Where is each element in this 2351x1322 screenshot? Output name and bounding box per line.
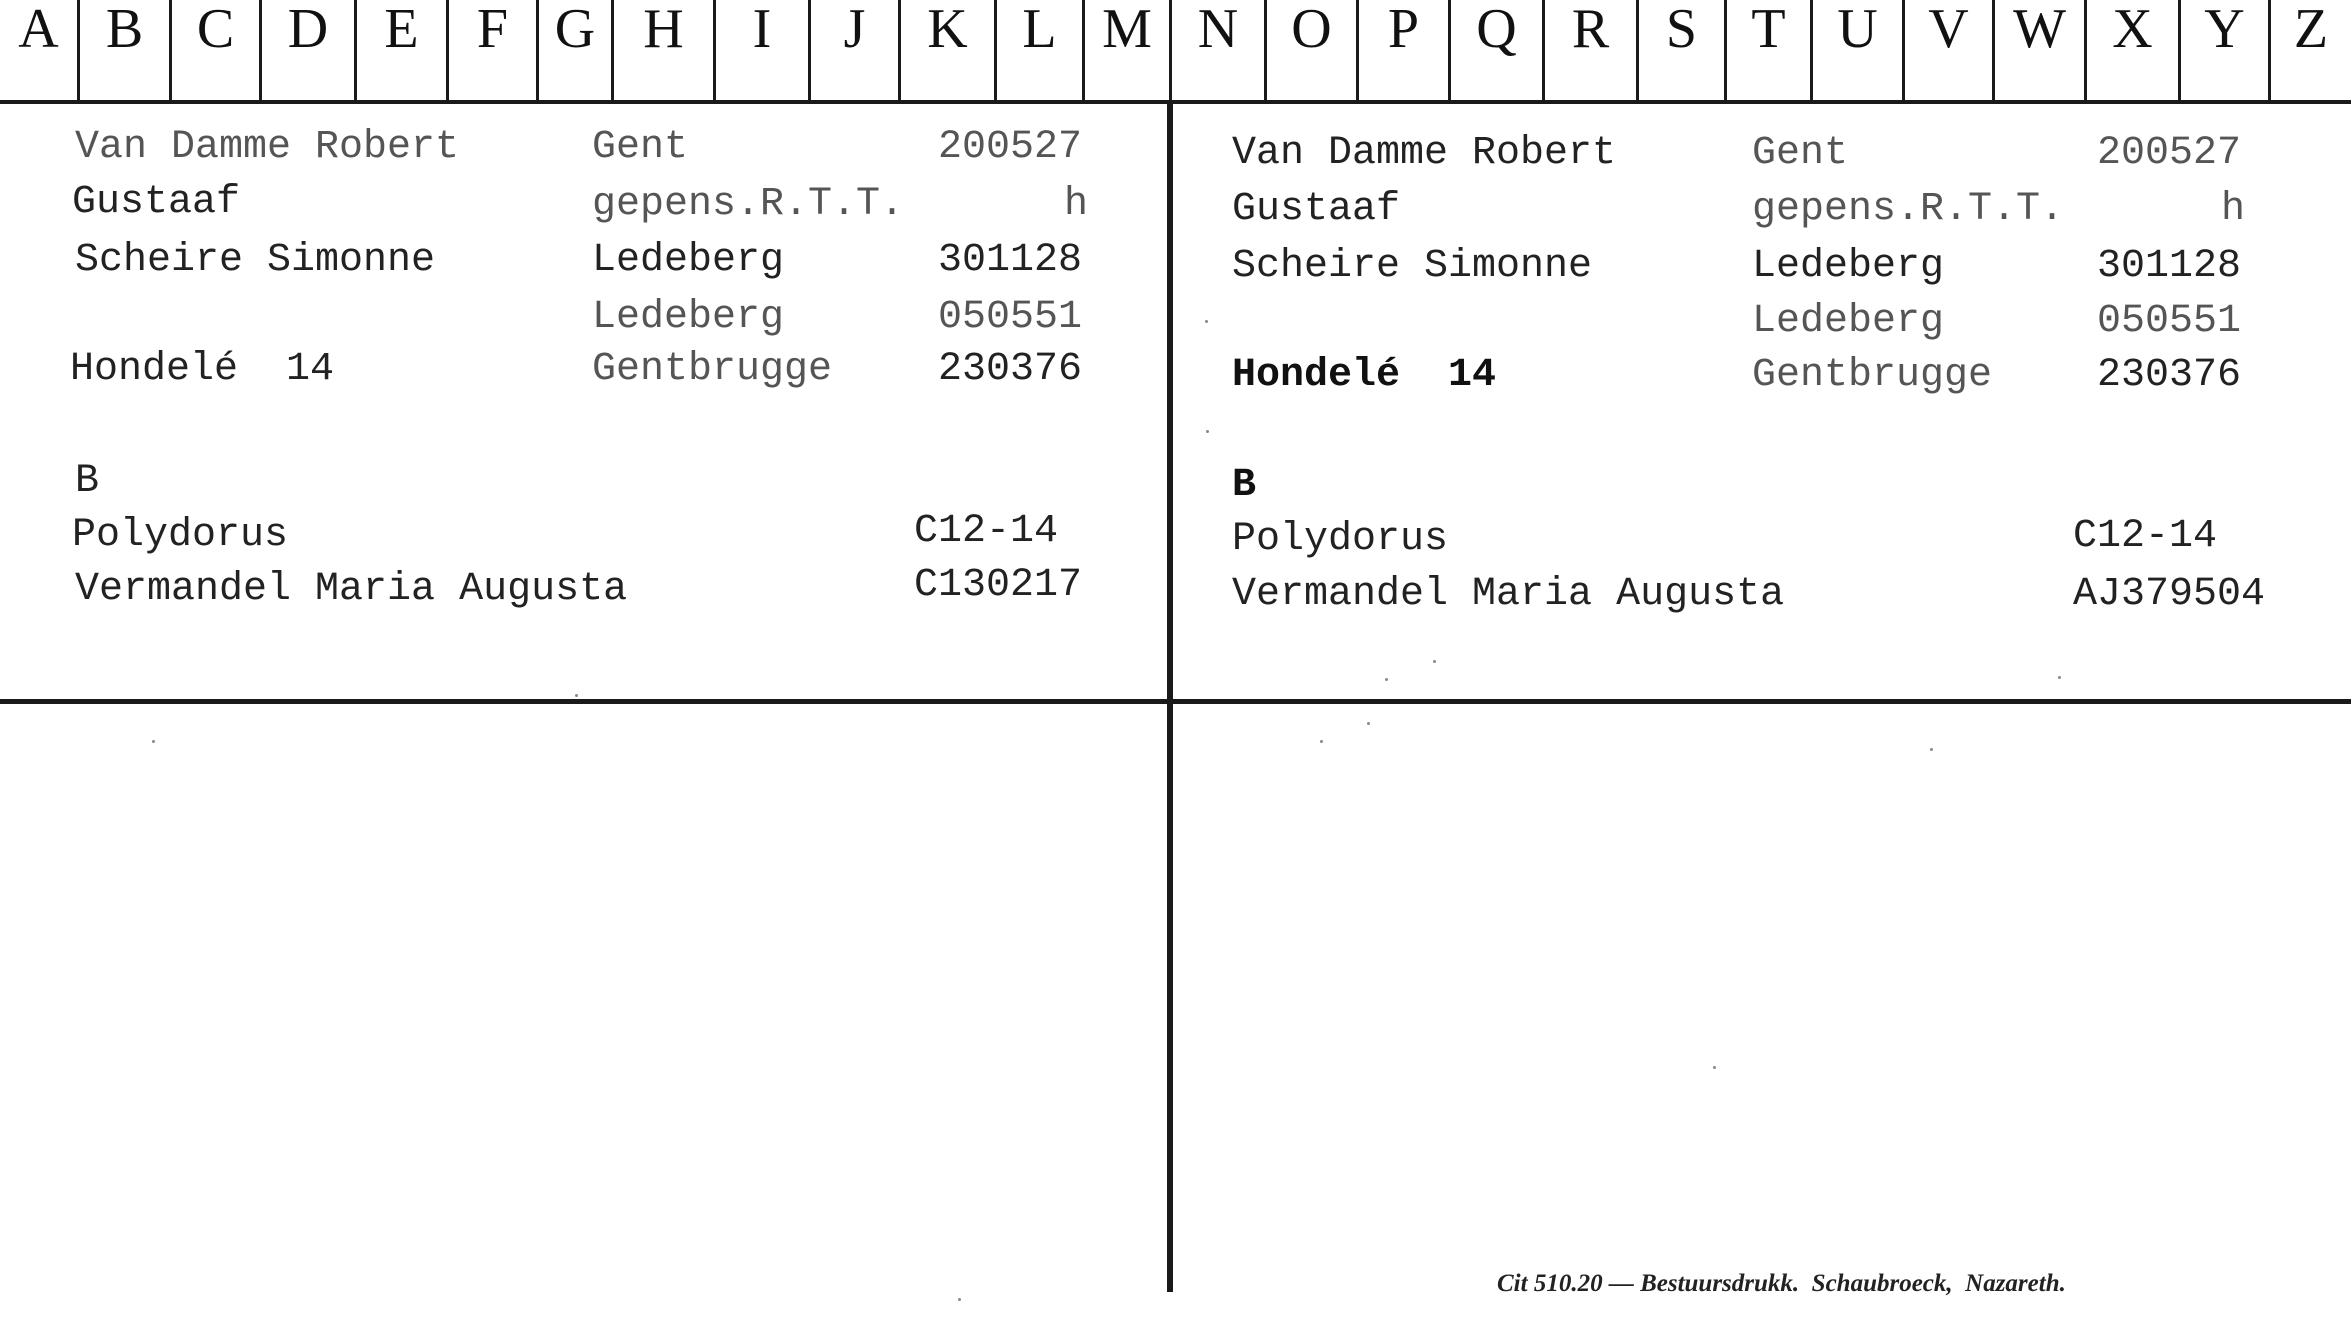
scan-speck [2058,676,2061,679]
left-record-card [0,0,1167,700]
left-spouse: Scheire Simonne [75,238,436,283]
left-place3: Ledeberg [592,295,785,340]
right-name-line1: Van Damme Robert [1232,131,1617,176]
right-firstname: Polydorus [1232,517,1449,562]
right-date2: 301128 [2097,244,2242,289]
left-date1: 200527 [938,125,1083,170]
right-marker: h [2221,187,2246,232]
right-occupation: gepens.R.T.T. [1752,187,2065,232]
alpha-tab-i: I [716,0,811,100]
alpha-tab-o: O [1267,0,1359,100]
scan-speck [575,694,578,697]
alpha-tab-t: T [1727,0,1813,100]
alpha-tab-e: E [357,0,449,100]
left-place1: Gent [592,125,689,170]
printer-imprint: Cit 510.20 — Bestuursdrukk. Schaubroeck, Nazareth. [1497,1270,2066,1297]
scan-speck [152,740,155,743]
scan-speck [1930,748,1933,751]
alpha-tab-w: W [1995,0,2087,100]
alpha-tab-h: H [614,0,716,100]
left-letter: B [75,459,100,504]
alpha-tab-l: L [997,0,1085,100]
left-address: Hondelé 14 [70,347,335,392]
alpha-tab-p: P [1359,0,1451,100]
alpha-tab-n: N [1172,0,1267,100]
right-name-line2: Gustaaf [1232,187,1401,232]
left-date2: 301128 [938,238,1083,283]
alpha-tab-g: G [539,0,614,100]
alpha-tab-x: X [2087,0,2181,100]
alpha-tab-u: U [1813,0,1905,100]
scan-speck [958,1298,961,1301]
right-code2: AJ379504 [2073,572,2266,617]
right-place4: Gentbrugge [1752,353,1993,398]
alpha-tab-v: V [1905,0,1995,100]
alpha-tab-b: B [80,0,172,100]
right-letter: B [1232,463,1257,508]
alpha-tab-f: F [449,0,539,100]
scan-speck [1367,722,1370,725]
right-spouse: Scheire Simonne [1232,244,1593,289]
left-marker: h [1064,182,1089,227]
alpha-tab-q: Q [1451,0,1545,100]
left-name-line1: Van Damme Robert [75,125,460,170]
right-place2: Ledeberg [1752,244,1945,289]
left-place4: Gentbrugge [592,347,833,392]
right-date4: 230376 [2097,353,2242,398]
right-date1: 200527 [2097,131,2242,176]
right-address: Hondelé 14 [1232,353,1497,398]
alpha-tab-s: S [1639,0,1727,100]
left-place2: Ledeberg [592,238,785,283]
scan-speck [1205,320,1208,323]
right-place1: Gent [1752,131,1849,176]
left-date4: 230376 [938,347,1083,392]
left-name-line2: Gustaaf [72,180,241,225]
scan-speck [1206,430,1209,433]
alpha-tab-z: Z [2293,0,2329,60]
right-mother: Vermandel Maria Augusta [1232,572,1785,617]
alpha-tab-r: R [1545,0,1639,100]
right-date3: 050551 [2097,299,2242,344]
left-mother: Vermandel Maria Augusta [75,567,628,612]
alpha-tab-y: Y [2181,0,2271,100]
left-firstname: Polydorus [72,513,289,558]
right-record-card [1173,0,2351,700]
alpha-tab-k: K [901,0,997,100]
left-code1: C12-14 [914,509,1059,554]
left-code2: C130217 [914,563,1083,608]
scan-speck [1433,660,1436,663]
alpha-tab-j: J [811,0,901,100]
scan-speck [1320,740,1323,743]
alpha-tab-m: M [1085,0,1172,100]
alpha-tab-c: C [172,0,262,100]
alpha-tab-d: D [262,0,357,100]
scan-speck [1713,1066,1716,1069]
right-place3: Ledeberg [1752,299,1945,344]
left-date3: 050551 [938,295,1083,340]
right-code1: C12-14 [2073,514,2218,559]
scan-speck [1385,678,1388,681]
alpha-tab-a: A [0,0,80,100]
left-occupation: gepens.R.T.T. [592,182,905,227]
